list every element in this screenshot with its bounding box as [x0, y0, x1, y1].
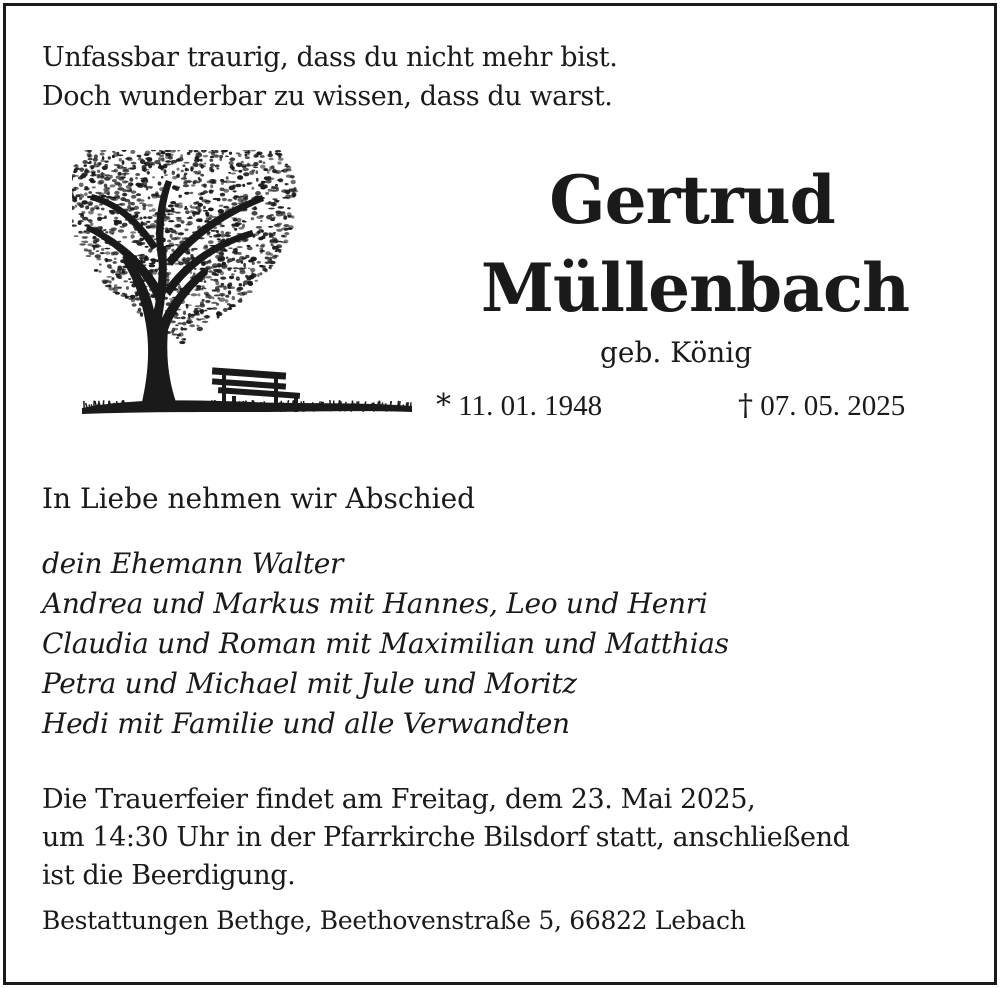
- mourners-list: [42, 544, 729, 744]
- death-date: [738, 388, 905, 423]
- motto: [42, 38, 617, 116]
- motto-line-2: Doch wunderbar zu wissen, dass du warst.: [42, 81, 613, 112]
- birth-date: [436, 388, 602, 423]
- service-line: um 14:30 Uhr in der Pfarrkirche Bilsdorf statt, anschließend: [42, 822, 850, 853]
- maiden-name: geb. König: [600, 336, 753, 369]
- funeral-service-info: [42, 781, 849, 895]
- motto-line-1: Unfassbar traurig, dass du nicht mehr bist.: [42, 42, 618, 73]
- mourner-line: Hedi mit Familie und alle Verwandten: [42, 707, 570, 740]
- deceased-name: [440, 156, 950, 332]
- service-line: ist die Beerdigung.: [42, 860, 296, 891]
- death-date-value: 07. 05. 2025: [760, 390, 906, 422]
- heart-tree-with-bench-icon: [72, 150, 417, 435]
- last-name: Müllenbach: [480, 249, 910, 327]
- mourner-line: dein Ehemann Walter: [42, 547, 344, 580]
- mourner-line: Andrea und Markus mit Hannes, Leo und Henri: [42, 587, 708, 620]
- mourner-line: Petra und Michael mit Jule und Moritz: [42, 667, 577, 700]
- first-name: Gertrud: [549, 161, 835, 239]
- undertaker-info: Bestattungen Bethge, Beethovenstraße 5, 66822 Lebach: [42, 906, 746, 935]
- service-line: Die Trauerfeier findet am Freitag, dem 23. Mai 2025,: [42, 784, 756, 815]
- birth-symbol: *: [436, 388, 451, 423]
- farewell-heading: In Liebe nehmen wir Abschied: [42, 482, 476, 515]
- birth-date-value: 11. 01. 1948: [458, 390, 603, 422]
- death-symbol: †: [738, 388, 753, 423]
- mourner-line: Claudia und Roman mit Maximilian und Matthias: [42, 627, 729, 660]
